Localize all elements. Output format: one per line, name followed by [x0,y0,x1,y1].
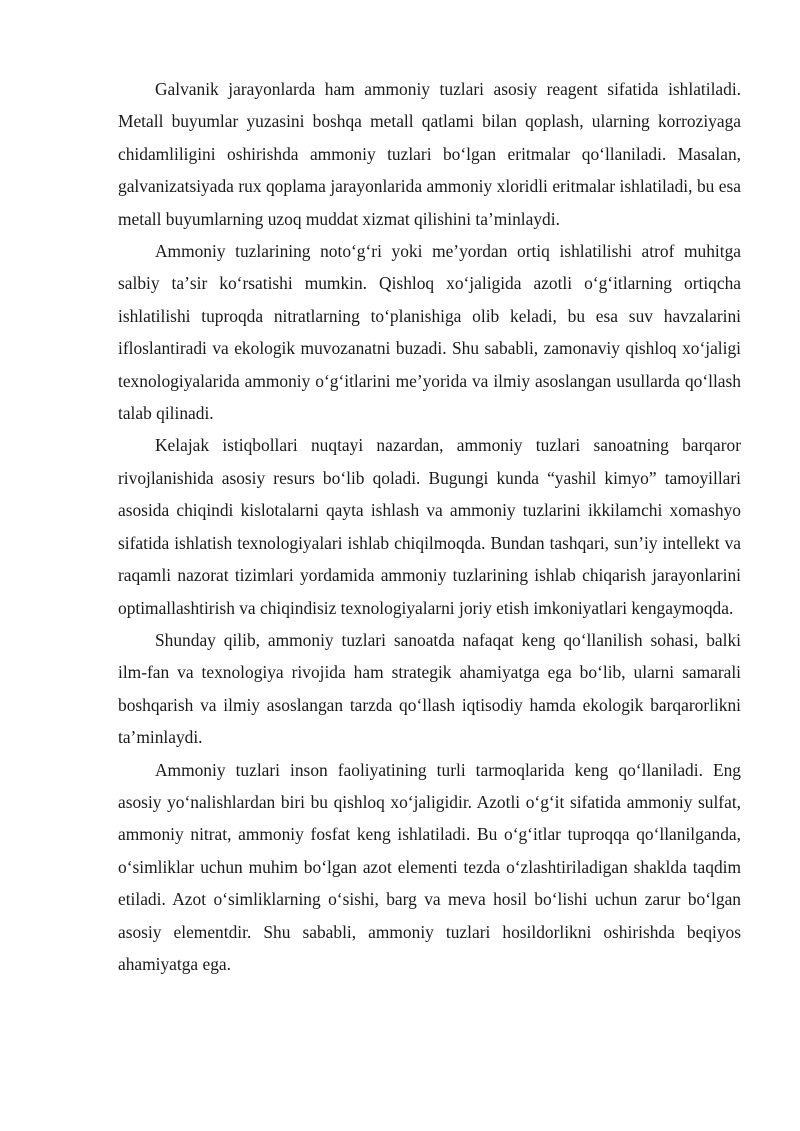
paragraph-conclusion: Shunday qilib, ammoniy tuzlari sanoatda nafaqat keng qoʻllanilish sohasi, balki ilm-fan va texnologiya rivojida ham strategik ahamiyatga ega boʻlib, ularni samarali boshqarish va ilmiy asoslangan tarzda qoʻllash iqtisodiy hamda ekologik barqarorlikni taʼminlaydi. [118,629,741,748]
paragraph-environmental-impact: Ammoniy tuzlarining notoʻgʻri yoki meʼyordan ortiq ishlatilishi atrof muhitga salbiy taʼsir koʻrsatishi mumkin. Qishloq xoʻjaligida azotli oʻgʻitlarning ortiqcha ishlatilishi tuproqda nitratlarning toʻplanishiga olib keladi, bu esa suv havzalarini ifloslantiradi va ekologik muvozanatni buzadi. Shu sababli, zamonaviy qishloq xoʻjaligi texnologiyalarida ammoniy oʻgʻitlarini meʼyorida va ilmiy asoslangan usullarda qoʻllash talab qilinadi. [118,241,741,424]
document-body [118,73,741,980]
paragraph-future-prospects: Kelajak istiqbollari nuqtayi nazardan, ammoniy tuzlari sanoatning barqaror rivojlanishida asosiy resurs boʻlib qoladi. Bugungi kunda “yashil kimyo” tamoyillari asosida chiqindi kislotalarni qayta ishlash va ammoniy tuzlarini ikkilamchi xomashyo sifatida ishlatish texnologiyalari ishlab chiqilmoqda. Bundan tashqari, sunʼiy intellekt va raqamli nazorat tizimlari yordamida ammoniy tuzlarining ishlab chiqarish jarayonlarini optimallashtirish va chiqindisiz texnologiyalarni joriy etish imkoniyatlari kengaymoqda. [118,435,741,618]
paragraph-galvanic-processes: Galvanik jarayonlarda ham ammoniy tuzlari asosiy reagent sifatida ishlatiladi. Metall buyumlar yuzasini boshqa metall qatlami bilan qoplash, ularning korroziyaga chidamliligini oshirishda ammoniy tuzlari boʻlgan eritmalar qoʻllaniladi. Masalan, galvanizatsiyada rux qoplama jarayonlarida ammoniy xloridli eritmalar ishlatiladi, bu esa metall buyumlarning uzoq muddat xizmat qilishini taʼminlaydi. [118,79,741,229]
paragraph-agriculture-use: Ammoniy tuzlari inson faoliyatining turli tarmoqlarida keng qoʻllaniladi. Eng asosiy yoʻnalishlardan biri bu qishloq xoʻjaligidir. Azotli oʻgʻit sifatida ammoniy sulfat, ammoniy nitrat, ammoniy fosfat keng ishlatiladi. Bu oʻgʻitlar tuproqqa qoʻllanilganda, oʻsimliklar uchun muhim boʻlgan azot elementi tezda oʻzlashtiriladigan shaklda taqdim etiladi. Azot oʻsimliklarning oʻsishi, barg va meva hosil boʻlishi uchun zarur boʻlgan asosiy elementdir. Shu sababli, ammoniy tuzlari hosildorlikni oshirishda beqiyos ahamiyatga ega. [118,759,741,974]
